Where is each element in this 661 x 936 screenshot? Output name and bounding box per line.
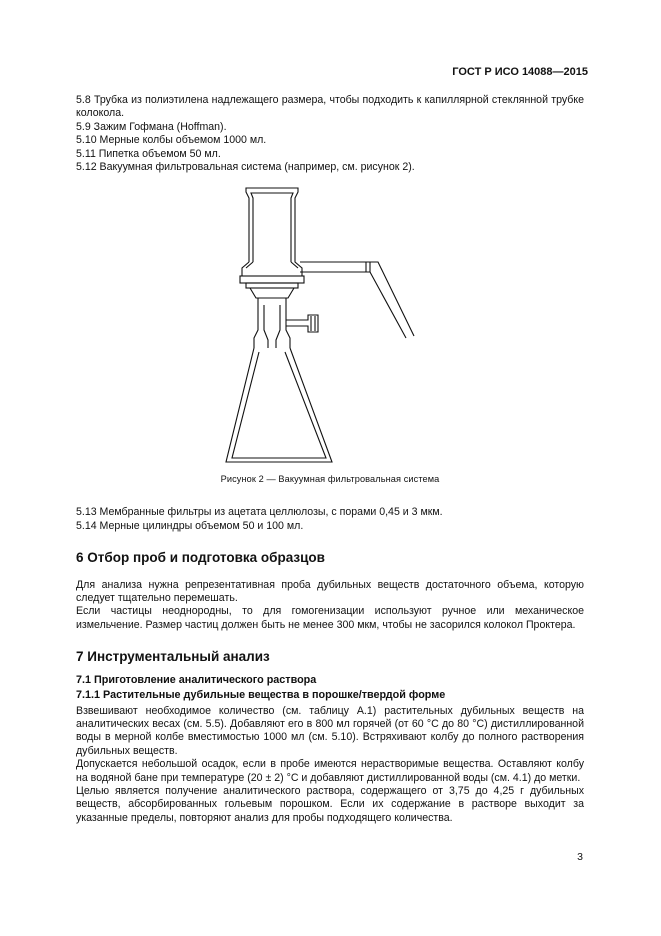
subsection-7-1-title: 7.1 Приготовление аналитического раствора [76,673,317,686]
item-5-8: 5.8 Трубка из полиэтилена надлежащего размера, чтобы подходить к капиллярной стеклянной трубке колокола. [76,94,584,120]
section-6-paragraph: Если частицы неоднородны, то для гомогенизации используют ручное или механическое измельчение. Размер частиц должен быть не менее 300 мкм, чтобы не засорился колокол Проктера. [76,605,584,631]
section-7-paragraph: Допускается небольшой осадок, если в пробе имеются нерастворимые вещества. Оставляют колбу на водяной бане при температуре (20 ± 2) °С и добавляют дистиллированной воды (см. 4.1) до метки. [76,758,584,784]
section-6-title: 6 Отбор проб и подготовка образцов [76,550,325,566]
document-header: ГОСТ Р ИСО 14088—2015 [452,66,588,78]
vacuum-filtration-drawing [216,180,416,470]
section-6-paragraph: Для анализа нужна репрезентативная проба дубильных веществ достаточного объема, которую следует тщательно перемешать. [76,578,584,605]
item-5-14: 5.14 Мерные цилиндры объемом 50 и 100 мл. [76,519,304,532]
figure-caption: Рисунок 2 — Вакуумная фильтровальная система [220,474,440,485]
item-5-9: 5.9 Зажим Гофмана (Hoffman). [76,120,227,133]
item-5-10: 5.10 Мерные колбы объемом 1000 мл. [76,134,267,147]
item-5-11: 5.11 Пипетка объемом 50 мл. [76,147,221,160]
section-7-paragraph: Взвешивают необходимое количество (см. таблицу А.1) растительных дубильных веществ на аналитических весах (см. 5.5). Добавляют его в 800 мл горячей (от 60 °С до 80 °С) дистиллированной воды в мерной колбе вместимостью 1000 мл (см. 5.10). Встряхивают колбу до полного растворения дубильных веществ. [76,704,584,757]
page-number: 3 [577,851,583,863]
section-7-title: 7 Инструментальный анализ [76,649,270,665]
figure-vacuum-filtration [76,180,584,490]
item-5-12: 5.12 Вакуумная фильтровальная система (например, см. рисунок 2). [76,161,415,174]
page-content [76,94,584,825]
section-7-paragraph: Целью является получение аналитического раствора, содержащего от 3,75 до 4,25 г дубильных веществ, абсорбированных гольевым порошком. Если их содержание в растворе выходит за указанные пределы, повторяют анализ для пробы подходящего количества. [76,784,584,824]
subsection-7-1-1-title: 7.1.1 Растительные дубильные вещества в порошке/твердой форме [76,689,446,702]
item-5-13: 5.13 Мембранные фильтры из ацетата целлюлозы, с порами 0,45 и 3 мкм. [76,506,443,519]
